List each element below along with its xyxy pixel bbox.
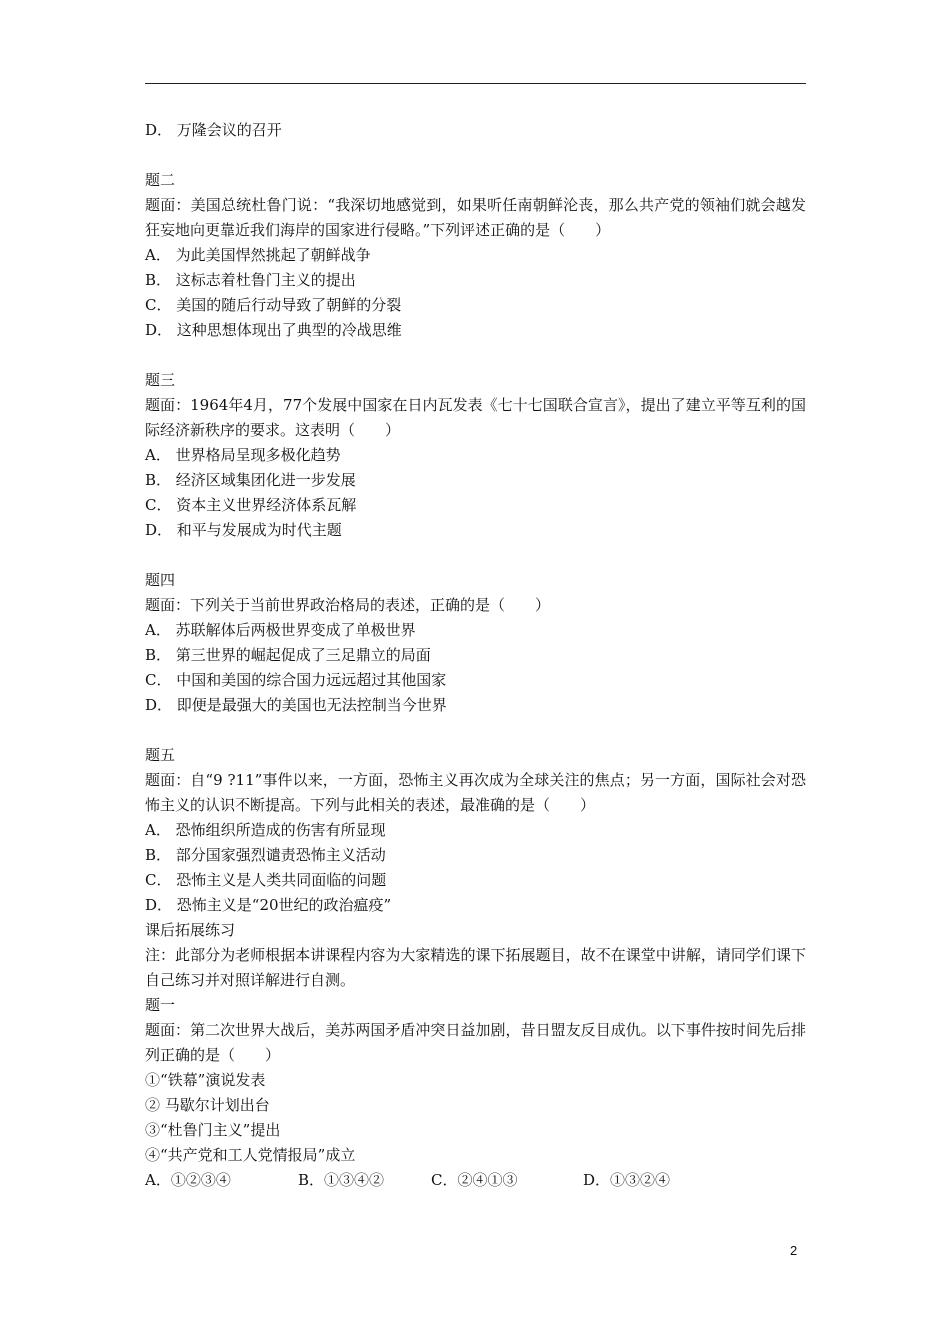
- extension-note: 注：此部分为老师根据本讲课程内容为大家精选的课下拓展题目，故不在课堂中讲解，请同学们课下自己练习并对照详解进行自测。: [145, 946, 806, 989]
- question-5-option-d: D． 恐怖主义是“20世纪的政治瘟疫”: [145, 896, 392, 914]
- extension-option-b: B．①③④②: [298, 1171, 385, 1189]
- question-4-option-a: A． 苏联解体后两极世界变成了单极世界: [145, 621, 416, 639]
- question-2-title: 题二: [145, 171, 176, 189]
- question-5-option-a: A． 恐怖组织所造成的伤害有所显现: [145, 821, 386, 839]
- question-5-option-c: C． 恐怖主义是人类共同面临的问题: [145, 871, 387, 889]
- extension-section-title: 课后拓展练习: [145, 921, 236, 939]
- question-5-option-b: B． 部分国家强烈谴责恐怖主义活动: [145, 846, 386, 864]
- question-3-option-b: B． 经济区域集团化进一步发展: [145, 471, 356, 489]
- question-4-option-c: C． 中国和美国的综合国力远远超过其他国家: [145, 671, 447, 689]
- extension-item-4: ④“共产党和工人党情报局”成立: [145, 1146, 356, 1164]
- extension-option-c: C．②④①③: [431, 1171, 518, 1189]
- question-4-stem: 题面：下列关于当前世界政治格局的表述，正确的是（ ）: [145, 596, 551, 614]
- question-3-option-d: D． 和平与发展成为时代主题: [145, 521, 342, 539]
- extension-item-1: ①“铁幕”演说发表: [145, 1071, 266, 1089]
- question-2-option-a: A． 为此美国悍然挑起了朝鲜战争: [145, 246, 371, 264]
- question-2-option-d: D． 这种思想体现出了典型的冷战思维: [145, 321, 402, 339]
- question-3-option-a: A． 世界格局呈现多极化趋势: [145, 446, 341, 464]
- question-3-title: 题三: [145, 371, 176, 389]
- page-number: 2: [790, 1243, 798, 1258]
- header-rule: [145, 83, 806, 84]
- question-4-option-d: D． 即便是最强大的美国也无法控制当今世界: [145, 696, 447, 714]
- option-d-previous: D． 万隆会议的召开: [145, 121, 282, 139]
- question-3-option-c: C． 资本主义世界经济体系瓦解: [145, 496, 357, 514]
- extension-item-3: ③“杜鲁门主义”提出: [145, 1121, 281, 1139]
- question-4-title: 题四: [145, 571, 176, 589]
- extension-item-2: ② 马歇尔计划出台: [145, 1096, 270, 1114]
- question-2-option-c: C． 美国的随后行动导致了朝鲜的分裂: [145, 296, 402, 314]
- extension-question-1-title: 题一: [145, 996, 176, 1014]
- question-3-stem: 题面：1964年4月，77个发展中国家在日内瓦发表《七十七国联合宣言》，提出了建立平等互利的国际经济新秩序的要求。这表明（ ）: [145, 396, 806, 439]
- question-4-option-b: B． 第三世界的崛起促成了三足鼎立的局面: [145, 646, 431, 664]
- question-5-title: 题五: [145, 746, 176, 764]
- extension-question-1-stem: 题面：第二次世界大战后，美苏两国矛盾冲突日益加剧，昔日盟友反目成仇。以下事件按时间先后排列正确的是（ ）: [145, 1021, 806, 1064]
- extension-option-d: D．①③②④: [583, 1171, 671, 1189]
- question-2-stem: 题面：美国总统杜鲁门说：“我深切地感觉到，如果听任南朝鲜沦丧，那么共产党的领袖们就会越发狂妄地向更靠近我们海岸的国家进行侵略。”下列评述正确的是（ ）: [145, 196, 806, 239]
- question-5-stem: 题面：自“9 ?11”事件以来，一方面，恐怖主义再次成为全球关注的焦点；另一方面，国际社会对恐怖主义的认识不断提高。下列与此相关的表述，最准确的是（ ）: [145, 771, 806, 814]
- extension-question-1-options: [145, 1168, 806, 1193]
- question-2-option-b: B． 这标志着杜鲁门主义的提出: [145, 271, 356, 289]
- extension-option-a: A．①②③④: [145, 1171, 231, 1189]
- document-body: [145, 118, 806, 1193]
